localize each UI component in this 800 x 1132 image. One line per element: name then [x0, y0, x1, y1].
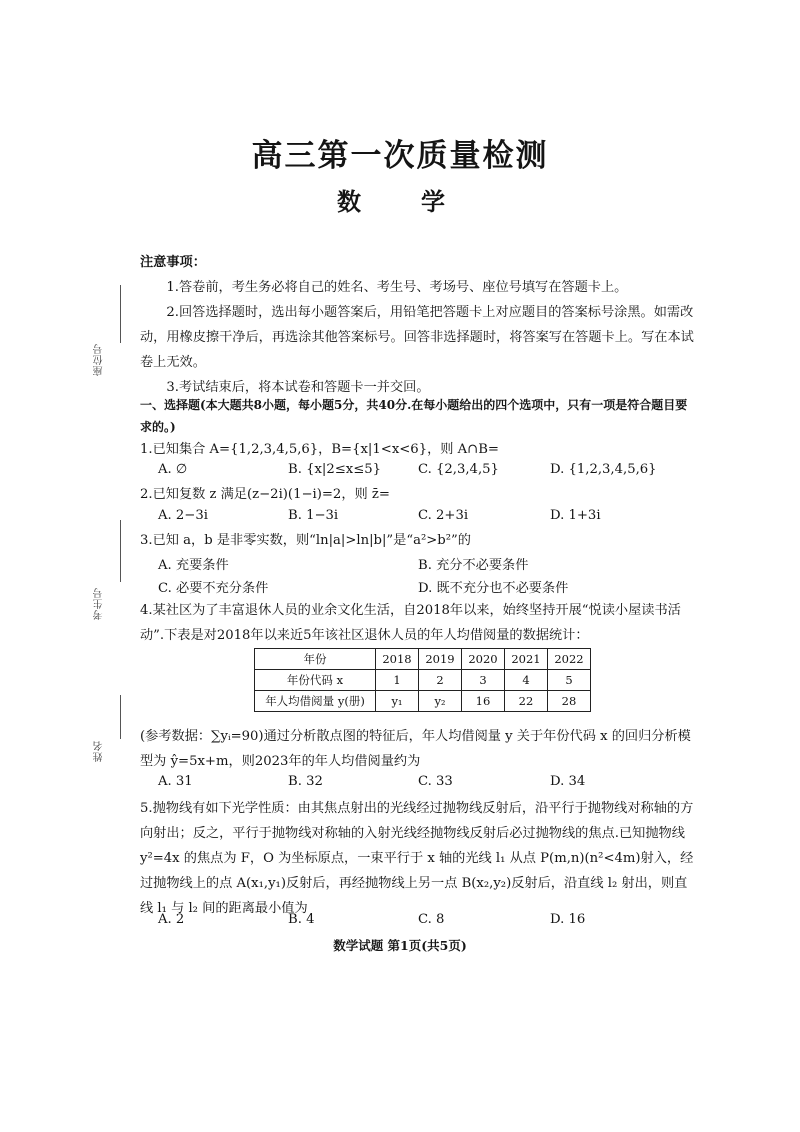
table-cell: 年份 — [255, 649, 376, 670]
notice-heading: 注意事项： — [140, 255, 206, 270]
table-cell: 16 — [462, 691, 505, 712]
table-row — [255, 670, 591, 691]
table-cell: y₂ — [419, 691, 462, 712]
table-cell: 28 — [548, 691, 591, 712]
question-text: (参考数据：∑yᵢ=90)通过分析散点图的特征后，年人均借阅量 y 关于年份代码 x 的回归分析模型为 ŷ=5x+m，则2023年的年人均借阅量约为 — [140, 729, 691, 769]
table-cell: 4 — [505, 670, 548, 691]
page-footer: 数学试题 第1页(共5页) — [333, 938, 467, 953]
name-label: 姓名 — [94, 740, 105, 762]
table-cell: 2 — [419, 670, 462, 691]
option-c: C. 8 — [418, 912, 445, 927]
table-cell: 5 — [548, 670, 591, 691]
option-b: B. 1−3i — [288, 508, 339, 523]
table-cell: 2020 — [462, 649, 505, 670]
page-title: 高三第一次质量检测 — [251, 138, 549, 174]
option-b: B. 充分不必要条件 — [418, 558, 529, 573]
seat-line — [120, 285, 121, 343]
option-a: A. 31 — [158, 774, 193, 789]
data-table — [254, 648, 591, 712]
option-a: A. 2−3i — [158, 508, 208, 523]
option-d: D. 34 — [550, 774, 586, 789]
question-stem: 4.某社区为了丰富退休人员的业余文化生活，自2018年以来，始终坚持开展“悦读小屋读书活动”.下表是对2018年以来近5年该社区退休人员的年人均借阅量的数据统计： — [140, 603, 681, 643]
option-b: B. 32 — [288, 774, 323, 789]
option-b: B. {x|2≤x≤5} — [288, 462, 382, 477]
table-cell: 22 — [505, 691, 548, 712]
notice-item: 2.回答选择题时，选出每小题答案后，用铅笔把答题卡上对应题目的答案标号涂黑。如需改动，用橡皮擦干净后，再选涂其他答案标号。回答非选择题时，将答案写在答题卡上。写在本试卷上无效。 — [140, 305, 694, 370]
section-heading: 一、选择题(本大题共8小题，每小题5分，共40分.在每小题给出的四个选项中，只有一项是符合题目要求的。) — [140, 398, 688, 434]
options-row — [140, 508, 700, 530]
option-d: D. {1,2,3,4,5,6} — [550, 462, 657, 477]
option-d: D. 16 — [550, 912, 586, 927]
options-row — [140, 462, 700, 484]
subject-title: 数 学 — [337, 187, 463, 216]
question-stem: 5.抛物线有如下光学性质：由其焦点射出的光线经过抛物线反射后，沿平行于抛物线对称轴的方向射出；反之，平行于抛物线对称轴的入射光线经抛物线反射后必过抛物线的焦点.已知抛物线 y²=4x 的焦点为 F，O 为坐标原点，一束平行于 x 轴的光线 l₁ 从点 P(m,n)(n²<4m)射入，经过抛物线上的点 A(x₁,y₁)反射后，再经抛物线上另一点 B(x₂,y₂)反射后，沿直线 l₂ 射出，则直线 l₁ 与 l₂ 间的距离最小值为 — [140, 801, 694, 916]
table-cell: 3 — [462, 670, 505, 691]
option-a: A. 2 — [158, 912, 185, 927]
option-b: B. 4 — [288, 912, 315, 927]
name-line — [120, 695, 121, 739]
notice-block — [140, 250, 696, 400]
option-c: C. 33 — [418, 774, 453, 789]
table-cell: 年份代码 x — [255, 670, 376, 691]
option-c: C. {2,3,4,5} — [418, 462, 499, 477]
question-stem: 1.已知集合 A={1,2,3,4,5,6}，B={x|1<x<6}，则 A∩B= — [140, 442, 499, 457]
table-cell: 2018 — [376, 649, 419, 670]
question-stem: 2.已知复数 z 满足(z−2i)(1−i)=2，则 z̄= — [140, 487, 390, 502]
notice-item: 1.答卷前，考生务必将自己的姓名、考生号、考场号、座位号填写在答题卡上。 — [166, 280, 628, 295]
table-cell: 2022 — [548, 649, 591, 670]
table-row — [255, 649, 591, 670]
option-a: A. 充要条件 — [158, 558, 229, 573]
option-d: D. 1+3i — [550, 508, 601, 523]
table-cell: 1 — [376, 670, 419, 691]
question-stem: 3.已知 a，b 是非零实数，则“ln|a|>ln|b|”是“a²>b²”的 — [140, 533, 471, 548]
option-c: C. 2+3i — [418, 508, 469, 523]
option-d: D. 既不充分也不必要条件 — [418, 581, 569, 596]
exam-number-line — [120, 520, 121, 582]
table-cell: 年人均借阅量 y(册) — [255, 691, 376, 712]
table-cell: 2021 — [505, 649, 548, 670]
notice-item: 3.考试结束后，将本试卷和答题卡一并交回。 — [166, 380, 430, 395]
table-cell: y₁ — [376, 691, 419, 712]
options-row — [140, 774, 700, 796]
options-row — [140, 912, 700, 934]
options-row — [140, 554, 700, 576]
table-row — [255, 691, 591, 712]
options-row — [140, 577, 700, 599]
option-a: A. ∅ — [158, 462, 188, 477]
seat-label: 座位号 — [94, 343, 105, 376]
table-cell: 2019 — [419, 649, 462, 670]
option-c: C. 必要不充分条件 — [158, 581, 269, 596]
exam-number-label: 考生号 — [94, 587, 105, 620]
